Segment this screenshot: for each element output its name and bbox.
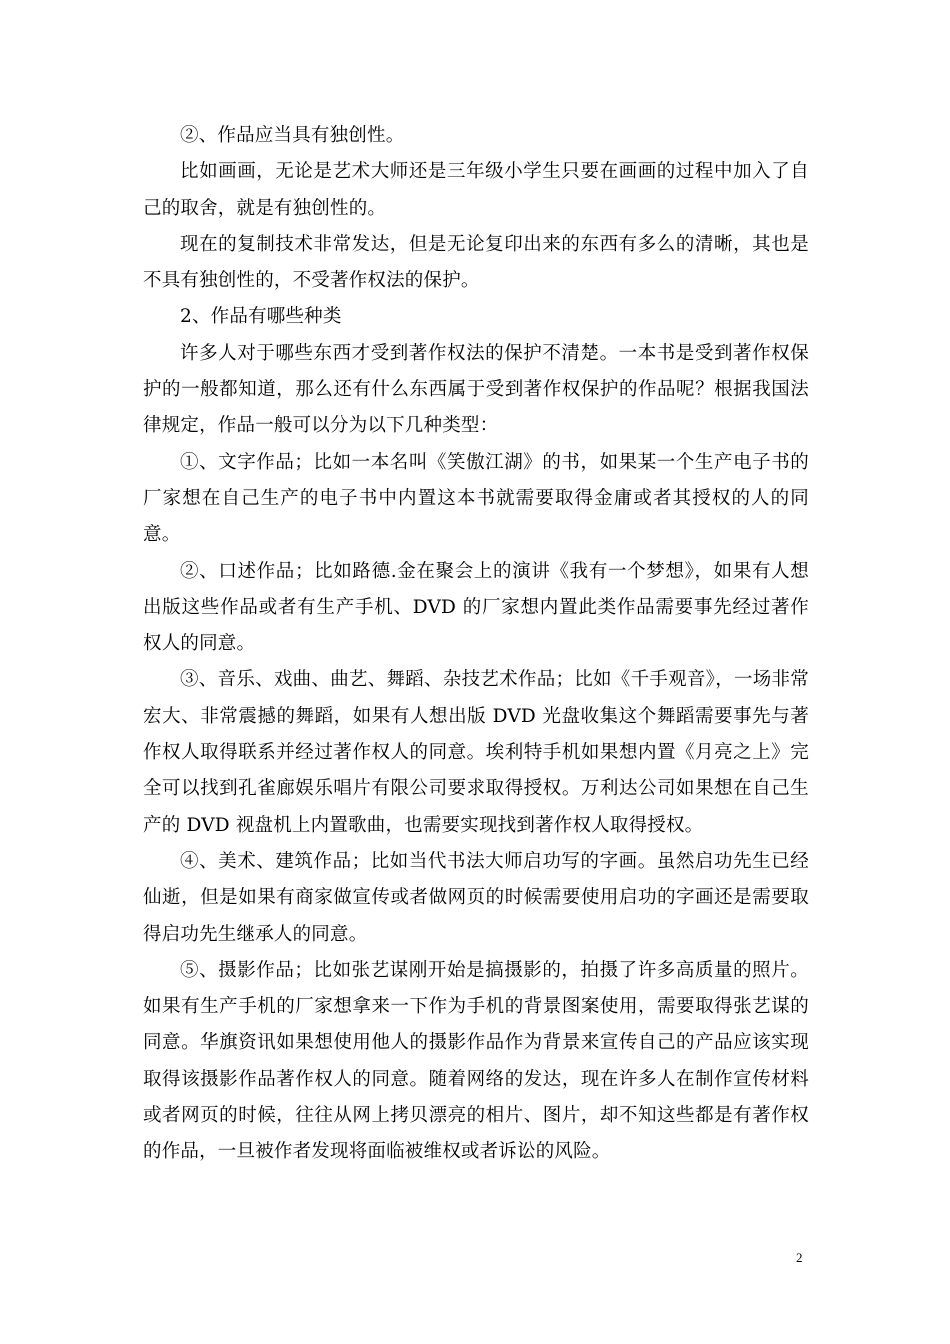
paragraph-painting-example: 比如画画，无论是艺术大师还是三年级小学生只要在画画的过程中加入了自己的取舍，就是有独创性的。 xyxy=(143,161,809,219)
paragraph-art-architecture-works: ④、美术、建筑作品；比如当代书法大师启功写的字画。虽然启功先生已经仙逝，但是如果有商家做宣传或者做网页的时候需要使用启功的字画还是需要取得启功先生继承人的同意。 xyxy=(143,850,809,945)
paragraph-originality-heading: ②、作品应当具有独创性。 xyxy=(180,125,405,146)
section-heading-work-types: 2、作品有哪些种类 xyxy=(180,306,342,328)
paragraph-photographic-works: ⑤、摄影作品；比如张艺谋刚开始是搞摄影的，拍摄了许多高质量的照片。如果有生产手机的厂家想拿来一下作为手机的背景图案使用，需要取得张艺谋的同意。华旗资讯如果想使用他人的摄影作品作为背景来宣传自己的产品应该实现取得该摄影作品著作权人的同意。随着网络的发达，现在许多人在制作宣传材料或者网页的时候，往往从网上拷贝漂亮的相片、图片，却不知这些都是有著作权的作品，一旦被作者发现将面临被维权或者诉讼的风险。 xyxy=(143,959,809,1163)
paragraph-work-types-intro: 许多人对于哪些东西才受到著作权法的保护不清楚。一本书是受到著作权保护的一般都知道，那么还有什么东西属于受到著作权保护的作品呢？根据我国法律规定，作品一般可以分为以下几种类型： xyxy=(143,342,809,437)
paragraph-oral-works: ②、口述作品；比如路德.金在聚会上的演讲《我有一个梦想》，如果有人想出版这些作品或者有生产手机、DVD 的厂家想内置此类作品需要事先经过著作权人的同意。 xyxy=(143,560,809,655)
paragraph-performing-arts-works: ③、音乐、戏曲、曲艺、舞蹈、杂技艺术作品；比如《千手观音》，一场非常宏大、非常震撼的舞蹈，如果有人想出版 DVD 光盘收集这个舞蹈需要事先与著作权人取得联系并经过著作权人的同意。埃利特手机如果想内置《月亮之上》完全可以找到孔雀廊娱乐唱片有限公司要求取得授权。万利达公司如果想在自己生产的 DVD 视盘机上内置歌曲，也需要实现找到著作权人取得授权。 xyxy=(143,669,809,836)
paragraph-literary-works: ①、文字作品；比如一本名叫《笑傲江湖》的书，如果某一个生产电子书的厂家想在自己生产的电子书中内置这本书就需要取得金庸或者其授权的人的同意。 xyxy=(143,451,809,546)
paragraph-copy-technology: 现在的复制技术非常发达，但是无论复印出来的东西有多么的清晰，其也是不具有独创性的，不受著作权法的保护。 xyxy=(143,233,809,292)
page-number: 2 xyxy=(796,1250,803,1265)
document-body xyxy=(143,118,809,1171)
